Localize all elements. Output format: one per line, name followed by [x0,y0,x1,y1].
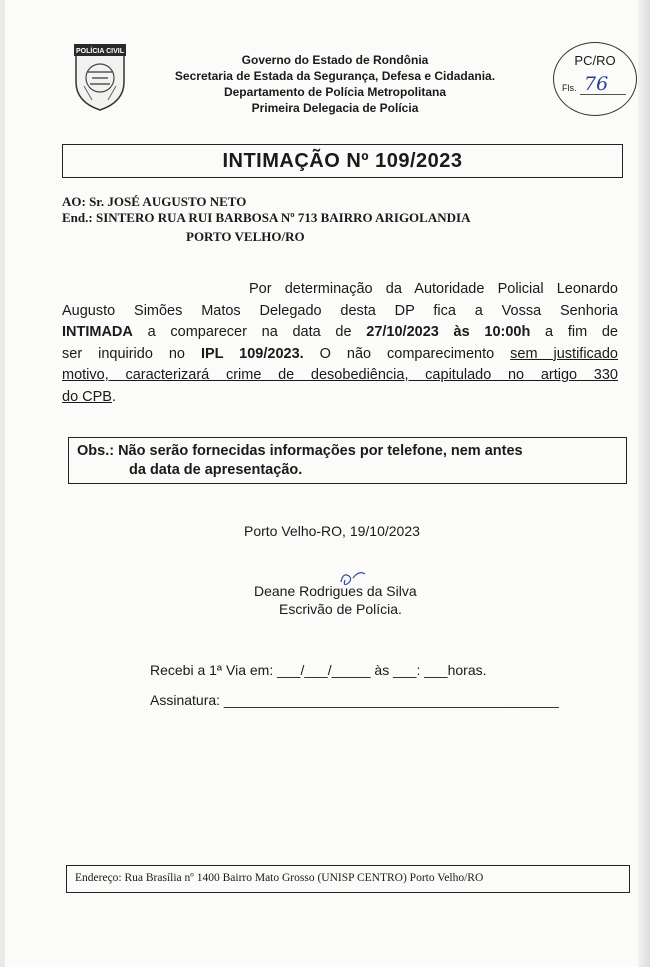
stamp-fls-label: Fls. [562,83,577,93]
observation-box [68,437,627,484]
body-line-1: Por determinação da Autoridade Policial Leonardo [249,281,618,297]
title-box [62,144,623,178]
observation-text [77,442,617,480]
document-title: INTIMAÇÃO Nº 109/2023 [222,150,463,172]
body-line-4 [62,344,618,366]
footer-address: Endereço: Rua Brasília nº 1400 Bairro Mato Grosso (UNISP CENTRO) Porto Velho/RO [75,872,484,884]
observation-line-2: da data de apresentação. [129,462,303,478]
observation-line-1: Obs.: Não serão fornecidas informações por telefone, nem antes [77,443,523,459]
body-intimada: INTIMADA [62,324,133,340]
letterhead-line-3: Departamento de Polícia Metropolitana [223,85,447,99]
footer-box [66,865,630,893]
body-line-6 [62,387,618,409]
letterhead-line-1: Governo do Estado de Rondônia [241,53,429,67]
body-underlined: do CPB [62,388,112,405]
body-line-3 [62,322,618,344]
signer-role: Escrivão de Polícia. [279,601,402,617]
body-date-time: 27/10/2023 às 10:00h [366,324,531,340]
body-text: . [111,388,117,405]
badge-label: POLÍCIA CIVIL [76,48,124,55]
body-line-2: Augusto Simões Matos Delegado desta DP fica a Vossa Senhoria [62,302,618,319]
body-ipl: IPL 109/2023. [200,345,304,362]
recipient-address: End.: SINTERO RUA RUI BARBOSA Nº 713 BAIRRO ARIGOLANDIA [62,210,471,225]
summons-body [62,279,618,408]
body-underlined: sem justificado [510,345,618,362]
body-text: O não comparecimento [303,345,511,362]
body-text: a comparecer na data de [132,324,367,340]
body-text: ser inquirido no [62,345,201,362]
letterhead-line-4: Primeira Delegacia de Polícia [251,101,419,115]
place-date: Porto Velho-RO, 19/10/2023 [244,523,420,539]
page-number-stamp [553,42,637,116]
stamp-org: PC/RO [574,53,616,68]
letterhead [140,52,530,116]
recipient-name: AO: Sr. JOSÉ AUGUSTO NETO [62,194,247,209]
recipient-city: PORTO VELHO/RO [186,229,305,244]
stamp-fls-number: 76 [584,73,609,95]
receipt-line: Recebi a 1ª Via em: ___/___/_____ às ___: ___horas. [150,662,487,678]
police-badge-icon [72,42,128,112]
signature-line: Assinatura: ___________________________________________ [150,692,559,708]
signer-name: Deane Rodrigues da Silva [254,583,417,599]
letterhead-line-2: Secretaria de Estada da Segurança, Defesa e Cidadania. [174,69,496,83]
scan-edge-right [638,0,650,967]
scan-edge-left [0,0,5,967]
body-text: a fim de [530,324,619,340]
body-line-5: motivo, caracterizará crime de desobediência, capitulado no artigo 330 [62,367,618,383]
stamp-line [580,94,626,95]
